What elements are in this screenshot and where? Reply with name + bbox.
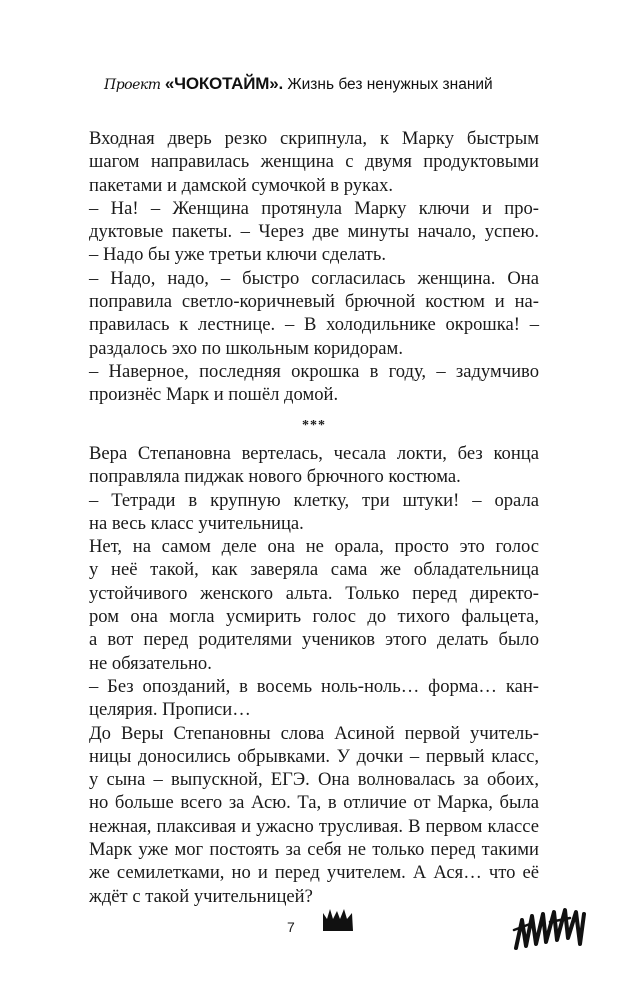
text-line: шагом направилась женщина с двумя продуктовыми [89,151,539,173]
signature-graphic [510,900,590,960]
text-line: правилась к лестнице. – В холодильнике окрошка! – [89,314,539,336]
text-line: на весь класс учительница. [89,512,304,534]
text-line: – Надо, надо, – быстро согласилась женщина. Она [89,267,539,289]
body-text-section-2 [89,442,539,908]
text-line: – Наверное, последняя окрошка в году, – задумчиво [89,360,539,382]
text-line: пакетами и дамской сумочкой в руках. [89,174,394,196]
text-line: – Без опозданий, в восемь ноль-ноль… форма… кан- [89,675,539,697]
text-line: не обязательно. [89,652,212,674]
text-line: а вот перед родителями учеников этого делать было [89,629,539,651]
header-brand: «ЧОКОТАЙМ». [164,74,284,93]
text-line: произнёс Марк и пошёл домой. [89,384,339,406]
header-subtitle: Жизнь без ненужных знаний [287,76,493,93]
text-line: – На! – Женщина протянула Марку ключи и про- [89,197,539,219]
text-line: устойчивого женского альта. Только перед директо- [89,582,539,604]
text-line: Нет, на самом деле она не орала, просто это голос [89,536,539,558]
text-line: – Надо бы уже третьи ключи сделать. [89,244,387,266]
text-line: дуктовые пакеты. – Через две минуты начало, успею. [89,221,539,243]
text-line: До Веры Степановны слова Асиной первой учитель- [89,722,539,744]
text-line: Вера Степановна вертелась, чесала локти, без конца [89,443,539,464]
page-number: 7 [287,919,295,935]
text-line: – Тетради в крупную клетку, три штуки! – орала [89,489,539,511]
text-line: поправляла пиджак нового брючного костюма. [89,466,461,488]
text-line: же семилетками, но и перед учителем. А Ася… что её [89,862,539,884]
text-line: у сына – выпускной, ЕГЭ. Она волновалась за обоих, [89,769,539,791]
text-line: раздалось эхо по школьным коридорам. [89,337,403,359]
running-header [104,74,524,94]
crown-icon [321,907,355,933]
text-line: но больше всего за Асю. Та, в отличие от Марка, была [89,792,539,814]
text-line: ждёт с такой учительницей? [89,885,313,907]
text-line: нежная, плаксивая и ужасно трусливая. В первом классе [89,815,539,837]
text-line: у неё такой, как заверяла сама же обладательница [89,559,539,581]
text-line: Марк уже мог постоять за себя не только перед такими [89,839,539,861]
text-line: ницы доносились обрывками. У дочки – первый класс, [89,745,539,767]
body-text-section-1 [89,127,539,407]
text-line: целярия. Прописи… [89,699,251,721]
text-line: ром она могла усмирить голос до тихого фальцета, [89,606,539,628]
header-prefix: Проект [104,77,161,93]
section-separator: *** [302,418,326,433]
text-line: Входная дверь резко скрипнула, к Марку быстрым [89,128,539,149]
text-line: поправила светло-коричневый брючной костюм и на- [89,291,539,313]
